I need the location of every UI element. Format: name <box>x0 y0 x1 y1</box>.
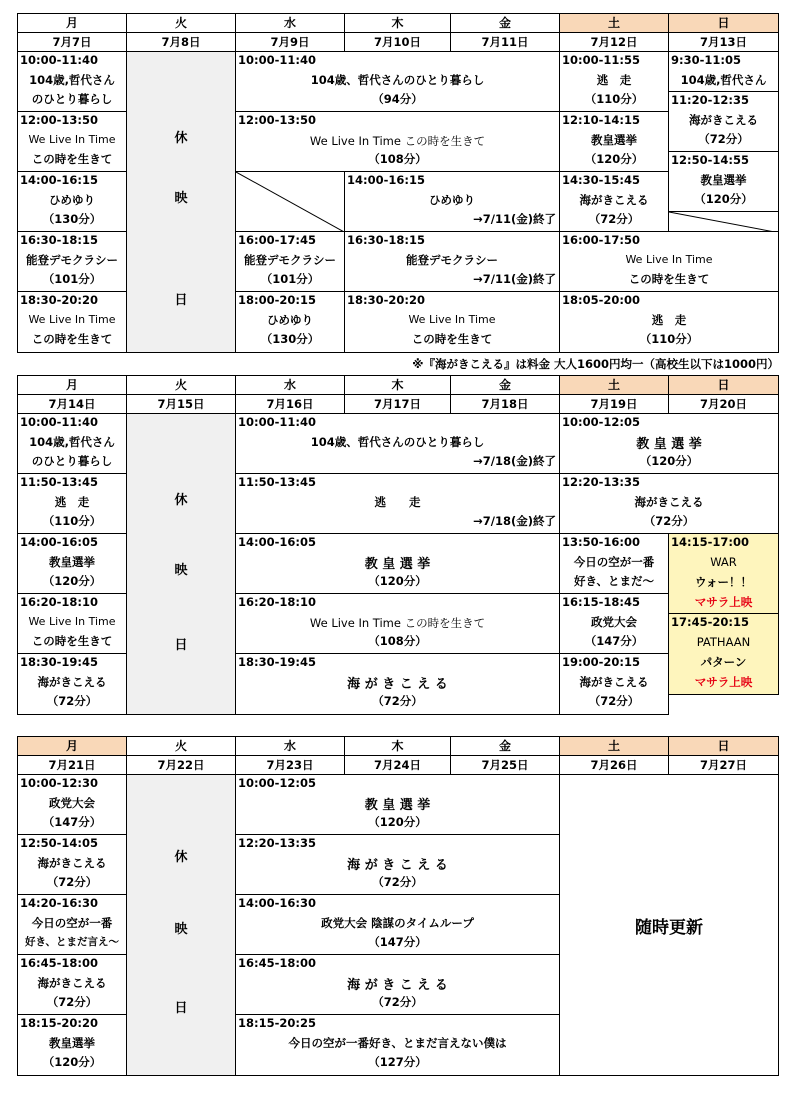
slot-title-2: この時を生きて <box>628 272 710 286</box>
slot-title: 教 皇 選 挙 <box>364 557 431 572</box>
screening-slot <box>668 91 779 152</box>
slot-runtime: （130分） <box>42 212 102 226</box>
screening-slot <box>17 171 127 232</box>
slot-time: 17:45-20:15 <box>671 615 749 629</box>
closed-label: 映 <box>174 191 188 206</box>
date-row <box>17 755 779 775</box>
screening-slot <box>235 51 560 112</box>
end-date-note: →7/11(金)終了 <box>473 212 556 226</box>
special-screening-slot <box>668 613 779 695</box>
slot-time: 10:00-11:40 <box>238 53 316 67</box>
weekday-wed: 水 <box>235 736 345 756</box>
slot-time: 14:00-16:30 <box>238 896 316 910</box>
slot-runtime: （127分） <box>368 1055 427 1069</box>
price-note: ※『海がきこえる』は料金 大人1600円均一（高校生以下は1000円） <box>412 357 779 371</box>
weekday-sun: 日 <box>668 736 779 756</box>
special-screening-slot <box>668 533 779 614</box>
slot-runtime: （147分） <box>42 815 102 829</box>
screening-slot <box>559 231 779 292</box>
slot-title: 教 皇 選 挙 <box>636 437 702 452</box>
screening-slot <box>17 1014 127 1076</box>
date-cell: 7月9日 <box>235 32 345 52</box>
slot-time: 14:15-17:00 <box>671 535 749 549</box>
screening-slot <box>17 593 127 654</box>
date-cell: 7月17日 <box>344 394 451 414</box>
slot-title: We Live In Time <box>625 253 713 266</box>
slot-title: 海 が き こ え る <box>347 858 448 873</box>
slot-runtime: （72分） <box>372 694 423 708</box>
slot-time: 18:00-20:15 <box>238 293 316 307</box>
slot-title: 逃 走 <box>374 495 421 509</box>
weekday-header <box>17 375 779 395</box>
slot-runtime: （72分） <box>588 212 640 226</box>
weekday-wed: 水 <box>235 13 345 33</box>
screening-slot <box>668 51 779 92</box>
slot-time: 16:00-17:45 <box>238 233 316 247</box>
weekday-sun: 日 <box>668 375 779 395</box>
screening-slot <box>235 653 560 715</box>
slot-title-2: 好き、とまだ～ <box>573 574 655 588</box>
date-cell: 7月18日 <box>450 394 560 414</box>
date-cell: 7月26日 <box>559 755 669 775</box>
slot-time: 18:30-19:45 <box>238 655 316 669</box>
weekday-sat: 土 <box>559 736 669 756</box>
screening-slot <box>235 834 560 895</box>
screening-slot <box>17 291 127 353</box>
screening-slot <box>17 473 127 534</box>
screening-slot <box>235 894 560 955</box>
slot-title: 104歳,哲代さん <box>680 73 767 87</box>
screening-slot <box>668 151 779 212</box>
slot-time: 12:20-13:35 <box>562 475 640 489</box>
slot-time: 10:00-12:30 <box>20 776 98 790</box>
screening-slot <box>17 231 127 292</box>
screening-slot <box>235 111 560 172</box>
slot-time: 10:00-12:05 <box>562 415 640 429</box>
slot-time: 11:50-13:45 <box>20 475 98 489</box>
screening-slot <box>559 171 669 232</box>
slot-time: 10:00-12:05 <box>238 776 316 790</box>
date-cell: 7月13日 <box>668 32 779 52</box>
screening-slot <box>235 533 560 594</box>
slot-time: 12:00-13:50 <box>238 113 316 127</box>
slot-title-2: パターン <box>700 655 747 669</box>
screening-slot <box>235 413 560 474</box>
screening-slot <box>17 894 127 955</box>
screening-slot <box>559 653 669 715</box>
end-date-note: →7/18(金)終了 <box>473 514 556 528</box>
slot-title: 逃 走 <box>54 495 90 509</box>
date-cell: 7月15日 <box>126 394 236 414</box>
slot-time: 10:00-11:55 <box>562 53 640 67</box>
closed-label: 日 <box>174 638 188 653</box>
slot-time: 16:30-18:15 <box>20 233 98 247</box>
slot-time: 10:00-11:40 <box>238 415 316 429</box>
screening-slot <box>559 291 779 353</box>
slot-time: 11:50-13:45 <box>238 475 316 489</box>
tbd-block <box>559 774 779 1076</box>
slot-title: 104歳、哲代さんのひとり暮らし <box>310 435 485 449</box>
weekday-mon: 月 <box>17 13 127 33</box>
date-cell: 7月12日 <box>559 32 669 52</box>
slot-title: 教皇選挙 <box>591 133 637 147</box>
closed-label: 休 <box>174 850 188 865</box>
slot-runtime: （72分） <box>372 995 423 1009</box>
slot-runtime: （110分） <box>42 514 102 528</box>
date-cell: 7月20日 <box>668 394 779 414</box>
slot-title: We Live In Time <box>28 133 116 146</box>
closed-label: 映 <box>174 922 188 937</box>
weekday-mon: 月 <box>17 736 127 756</box>
slot-title: We Live In Time この時を生きて <box>309 134 486 148</box>
closed-label: 日 <box>174 1001 188 1016</box>
screening-slot <box>17 51 127 112</box>
date-cell: 7月21日 <box>17 755 127 775</box>
weekday-header <box>17 736 779 756</box>
weekday-fri: 金 <box>450 736 560 756</box>
screening-slot <box>559 473 779 534</box>
slot-time: 18:30-20:20 <box>20 293 98 307</box>
slot-time: 16:45-18:00 <box>238 956 316 970</box>
slot-time: 16:20-18:10 <box>20 595 98 609</box>
slot-time: 12:50-14:05 <box>20 836 98 850</box>
slot-time: 14:30-15:45 <box>562 173 640 187</box>
slot-time: 10:00-11:40 <box>20 415 98 429</box>
screening-slot <box>17 653 127 715</box>
slot-title: We Live In Time <box>28 313 116 326</box>
weekday-tue: 火 <box>126 13 236 33</box>
weekday-tue: 火 <box>126 736 236 756</box>
slot-runtime: （120分） <box>368 574 427 588</box>
slot-runtime: （101分） <box>42 272 102 286</box>
date-cell: 7月7日 <box>17 32 127 52</box>
screening-slot <box>17 111 127 172</box>
slot-runtime: （110分） <box>639 332 699 346</box>
date-cell: 7月27日 <box>668 755 779 775</box>
slot-time: 18:30-20:20 <box>347 293 425 307</box>
slot-time: 14:20-16:30 <box>20 896 98 910</box>
date-cell: 7月23日 <box>235 755 345 775</box>
screening-slot <box>559 413 779 474</box>
slot-title: We Live In Time この時を生きて <box>309 616 486 630</box>
slot-title: 教皇選挙 <box>49 555 95 569</box>
empty-slot <box>668 211 779 232</box>
slot-title: We Live In Time <box>408 313 496 326</box>
closed-label: 日 <box>174 293 188 308</box>
screening-slot <box>235 291 345 353</box>
date-row <box>17 394 779 414</box>
slot-time: 14:00-16:05 <box>20 535 98 549</box>
weekday-header <box>17 13 779 33</box>
slot-time: 18:05-20:00 <box>562 293 640 307</box>
slot-title: 海 が き こ え る <box>347 978 448 993</box>
date-cell: 7月19日 <box>559 394 669 414</box>
slot-title: 今日の空が一番 <box>31 916 113 930</box>
end-date-note: →7/18(金)終了 <box>473 454 556 468</box>
week-3-table <box>17 736 779 1078</box>
slot-title: 教皇選挙 <box>700 173 747 187</box>
closed-day <box>126 51 236 353</box>
date-cell: 7月22日 <box>126 755 236 775</box>
slot-runtime: （120分） <box>584 152 644 166</box>
date-cell: 7月10日 <box>344 32 451 52</box>
slot-time: 12:10-14:15 <box>562 113 640 127</box>
slot-title-2: この時を生きて <box>31 152 113 166</box>
weekday-sat: 土 <box>559 375 669 395</box>
diagonal-line <box>236 172 345 232</box>
date-cell: 7月24日 <box>344 755 451 775</box>
slot-title-2: 好き、とまだ言え～ <box>24 936 120 948</box>
diagonal-line <box>669 212 779 232</box>
slot-time: 16:15-18:45 <box>562 595 640 609</box>
slot-runtime: （120分） <box>42 574 102 588</box>
slot-time: 14:00-16:15 <box>347 173 425 187</box>
masala-label: マサラ上映 <box>694 595 753 609</box>
slot-title: 政党大会 <box>591 615 637 629</box>
slot-title: ひめゆり <box>429 193 475 207</box>
slot-time: 18:15-20:20 <box>20 1016 98 1030</box>
slot-title: 今日の空が一番 <box>573 555 655 569</box>
screening-slot <box>235 231 345 292</box>
weekday-thu: 木 <box>344 13 451 33</box>
screening-slot <box>17 834 127 895</box>
date-cell: 7月16日 <box>235 394 345 414</box>
slot-title: 逃 走 <box>596 73 632 87</box>
screening-slot <box>559 111 669 172</box>
slot-title: WAR <box>710 555 737 569</box>
screening-slot <box>559 51 669 112</box>
week-2-table <box>17 375 779 716</box>
screening-slot <box>235 473 560 534</box>
screening-slot <box>235 1014 560 1076</box>
weekday-thu: 木 <box>344 736 451 756</box>
weekday-mon: 月 <box>17 375 127 395</box>
weekday-thu: 木 <box>344 375 451 395</box>
slot-time: 13:50-16:00 <box>562 535 640 549</box>
masala-label: マサラ上映 <box>694 675 753 689</box>
slot-runtime: （72分） <box>46 875 98 889</box>
empty-slot <box>235 171 345 232</box>
slot-title: 逃 走 <box>651 313 687 327</box>
screening-slot <box>17 413 127 474</box>
slot-runtime: （72分） <box>372 875 423 889</box>
slot-time: 10:00-11:40 <box>20 53 98 67</box>
slot-runtime: （120分） <box>368 815 427 829</box>
week-1-table <box>17 13 779 353</box>
date-cell: 7月11日 <box>450 32 560 52</box>
slot-title: 政党大会 <box>49 796 95 810</box>
slot-title: PATHAAN <box>696 635 751 649</box>
slot-runtime: （72分） <box>46 995 98 1009</box>
screening-slot <box>235 954 560 1015</box>
screening-slot <box>344 171 560 232</box>
slot-title-2: ウォー！！ <box>694 575 753 589</box>
slot-time: 12:00-13:50 <box>20 113 98 127</box>
slot-title: 104歳、哲代さんのひとり暮らし <box>310 73 485 87</box>
slot-title: 能登デモクラシー <box>406 253 498 267</box>
slot-runtime: （101分） <box>260 272 320 286</box>
slot-runtime: （72分） <box>588 694 640 708</box>
closed-day <box>126 774 236 1076</box>
date-cell: 7月14日 <box>17 394 127 414</box>
slot-time: 16:30-18:15 <box>347 233 425 247</box>
slot-title: 海がきこえる <box>579 675 649 689</box>
slot-title: 教 皇 選 挙 <box>364 798 431 813</box>
slot-title: 海がきこえる <box>579 193 649 207</box>
slot-title: 能登デモクラシー <box>244 253 336 267</box>
end-date-note: →7/11(金)終了 <box>473 272 556 286</box>
closed-label: 映 <box>174 563 188 578</box>
weekday-sat: 土 <box>559 13 669 33</box>
slot-runtime: （120分） <box>639 454 699 468</box>
slot-title: 104歳,哲代さん <box>29 73 115 87</box>
slot-runtime: （108分） <box>368 152 427 166</box>
slot-runtime: （72分） <box>643 514 695 528</box>
screening-slot <box>235 774 560 835</box>
slot-title-2: この時を生きて <box>411 332 493 346</box>
date-row <box>17 32 779 52</box>
closed-label: 休 <box>174 131 188 146</box>
slot-time: 12:50-14:55 <box>671 153 749 167</box>
screening-slot <box>17 533 127 594</box>
slot-title-2: この時を生きて <box>31 634 113 648</box>
closed-day <box>126 413 236 715</box>
slot-time: 12:20-13:35 <box>238 836 316 850</box>
slot-title: ひめゆり <box>267 313 313 327</box>
date-cell: 7月8日 <box>126 32 236 52</box>
weekday-fri: 金 <box>450 13 560 33</box>
slot-time: 16:00-17:50 <box>562 233 640 247</box>
tbd-label: 随時更新 <box>635 918 703 938</box>
slot-title: 海 が き こ え る <box>347 677 448 692</box>
slot-runtime: （120分） <box>42 1055 102 1069</box>
slot-runtime: （120分） <box>694 192 753 206</box>
screening-slot <box>17 954 127 1015</box>
closed-label: 休 <box>174 493 188 508</box>
slot-title: 教皇選挙 <box>49 1036 95 1050</box>
slot-title: 政党大会 陰謀のタイムループ <box>321 916 474 930</box>
weekday-fri: 金 <box>450 375 560 395</box>
slot-title: 海がきこえる <box>634 495 704 509</box>
slot-runtime: （94分） <box>372 92 423 106</box>
slot-title: 海がきこえる <box>37 856 107 870</box>
screening-slot <box>17 774 127 835</box>
slot-title-2: のひとり暮らし <box>31 454 113 468</box>
slot-time: 16:20-18:10 <box>238 595 316 609</box>
slot-title: 海がきこえる <box>689 113 758 127</box>
screening-slot <box>235 593 560 654</box>
slot-time: 11:20-12:35 <box>671 93 749 107</box>
slot-title: 104歳,哲代さん <box>29 435 115 449</box>
slot-time: 9:30-11:05 <box>671 53 741 67</box>
screening-slot <box>344 291 560 353</box>
slot-title: 今日の空が一番好き、とまだ言えない僕は <box>288 1036 507 1050</box>
slot-title-2: のひとり暮らし <box>31 92 113 106</box>
slot-runtime: （130分） <box>260 332 320 346</box>
screening-slot <box>344 231 560 292</box>
slot-runtime: （72分） <box>698 132 749 146</box>
screening-slot <box>559 593 669 654</box>
slot-runtime: （147分） <box>584 634 644 648</box>
slot-time: 16:45-18:00 <box>20 956 98 970</box>
slot-time: 18:30-19:45 <box>20 655 98 669</box>
weekday-wed: 水 <box>235 375 345 395</box>
slot-time: 14:00-16:05 <box>238 535 316 549</box>
slot-runtime: （147分） <box>368 935 427 949</box>
slot-title: 海がきこえる <box>37 976 107 990</box>
slot-time: 19:00-20:15 <box>562 655 640 669</box>
slot-title: ひめゆり <box>49 193 95 207</box>
slot-title-2: この時を生きて <box>31 332 113 346</box>
slot-time: 14:00-16:15 <box>20 173 98 187</box>
weekday-tue: 火 <box>126 375 236 395</box>
slot-title: We Live In Time <box>28 615 116 628</box>
slot-runtime: （108分） <box>368 634 427 648</box>
screening-slot <box>559 533 669 594</box>
slot-runtime: （72分） <box>46 694 98 708</box>
date-cell: 7月25日 <box>450 755 560 775</box>
slot-runtime: （110分） <box>584 92 644 106</box>
slot-title: 海がきこえる <box>37 675 107 689</box>
slot-title: 能登デモクラシー <box>26 253 118 267</box>
slot-time: 18:15-20:25 <box>238 1016 316 1030</box>
weekday-sun: 日 <box>668 13 779 33</box>
